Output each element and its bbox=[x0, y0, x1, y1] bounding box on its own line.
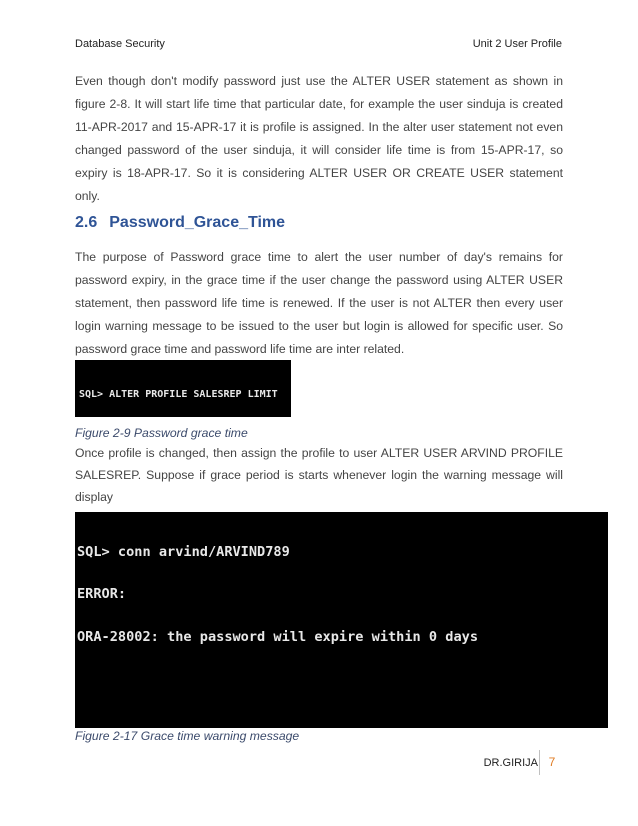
terminal-screenshot-alter-profile bbox=[75, 360, 291, 417]
profile-paragraph: Once profile is changed, then assign the profile to user ALTER USER ARVIND PROFILE SALESREP. Suppose if grace period is starts whenever login the warning message will display bbox=[75, 446, 563, 504]
header-title: Database Security bbox=[75, 38, 165, 50]
profile-paragraph-block bbox=[75, 442, 563, 508]
terminal-line: SQL> conn arvind/ARVIND789 bbox=[77, 543, 290, 560]
figure-caption: Figure 2-9 Password grace time bbox=[75, 426, 248, 440]
section-title: Password_Grace_Time bbox=[109, 214, 286, 231]
intro-paragraph: Even though don't modify password just use the ALTER USER statement as shown in figure 2-8. It will start life time that particular date, for example the user sinduja is created 11-APR-2017 and 15-APR-17 it is profile is assigned. In the alter user statement not even changed password of the user sinduja, it will consider life time is from 15-APR-17, so expiry is 18-APR-17. So it is considering ALTER USER OR CREATE USER statement only. bbox=[75, 74, 563, 203]
header-unit: Unit 2 User Profile bbox=[472, 38, 562, 50]
page-number: 7 bbox=[539, 750, 564, 775]
figure-caption: Figure 2-17 Grace time warning message bbox=[75, 729, 300, 743]
grace-paragraph: The purpose of Password grace time to alert the user number of day's remains for password expiry, in the grace time if the user change the password using ALTER USER statement, then password life time is renewed. If the user is not ALTER then every user login warning message to be issued to the user but login is allowed for specific user. So password grace time and password life time are inter related. bbox=[75, 250, 563, 356]
section-number: 2.6 bbox=[75, 214, 98, 231]
terminal-line bbox=[77, 716, 608, 728]
intro-paragraph-block bbox=[75, 70, 563, 208]
section-heading bbox=[75, 214, 285, 232]
footer-author: DR.GIRIJA bbox=[483, 757, 538, 769]
terminal-line bbox=[77, 673, 608, 687]
grace-paragraph-block bbox=[75, 246, 563, 361]
terminal-line: SQL> ALTER PROFILE SALESREP LIMIT bbox=[79, 389, 278, 400]
terminal-line: ERROR: bbox=[77, 586, 127, 603]
terminal-screenshot-grace-warning bbox=[75, 512, 608, 728]
terminal-line: ORA-28002: the password will expire within 0 days bbox=[77, 629, 479, 646]
